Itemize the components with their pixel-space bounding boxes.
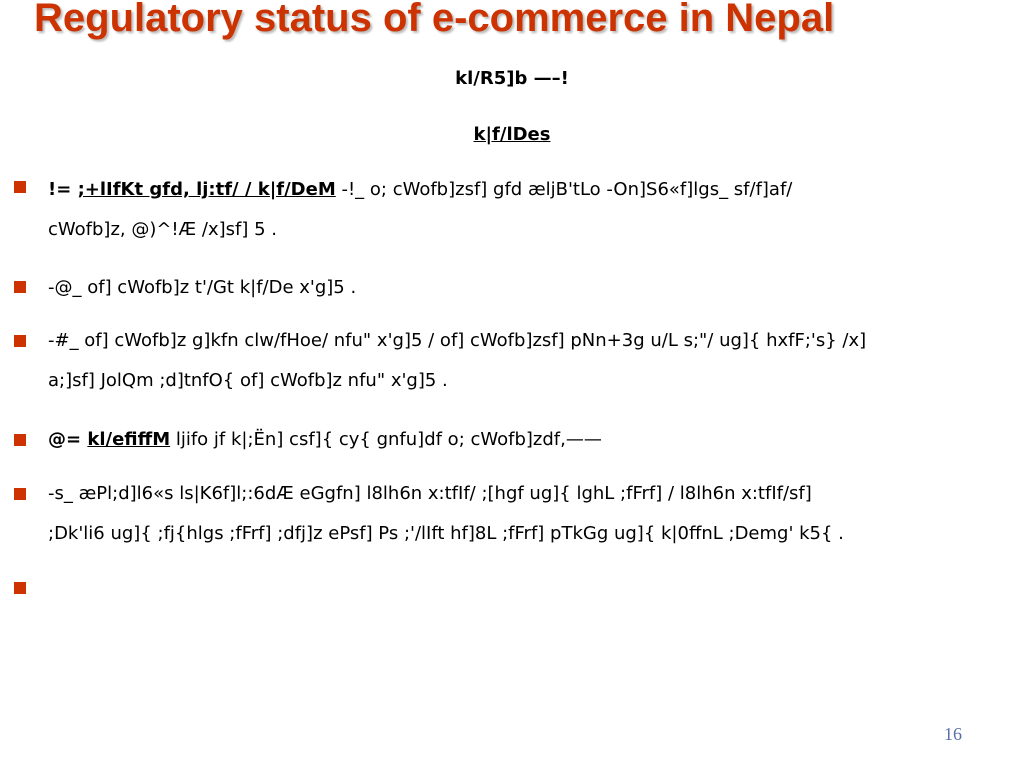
bullet-1-line1: -!_ o; cWofb]zsf] gfd æljB'tLo -On]S6«f]lgs_ sf/f]af/ xyxy=(335,179,793,200)
bullet-marker xyxy=(14,335,26,347)
bullet-paragraph-5 xyxy=(48,474,1008,554)
bullet-marker xyxy=(14,582,26,594)
bullet-marker xyxy=(14,434,26,446)
bullet-paragraph-1 xyxy=(48,170,1008,250)
bullet-5-line2: ;Dk'li6 ug]{ ;fj{hlgs ;fFrf] ;dfj]z ePsf] Ps ;'/lIft hf]8L ;fFrf] pTkGg ug]{ k|0ffnL ;Demg' k5{ . xyxy=(48,523,844,544)
bullet-marker xyxy=(14,181,26,193)
bullet-paragraph-2 xyxy=(48,268,1008,308)
bullet-3-line2: a;]sf] JolQm ;d]tnfO{ of] cWofb]z nfu" x'g]5 . xyxy=(48,370,448,391)
bullet-4-emphasis: kl/efiffM xyxy=(87,429,171,450)
bullet-5-line1: -s_ æPl;d]l6«s ls|K6f]l;:6dÆ eGgfn] l8lh6n x:tfIf/ ;[hgf ug]{ lghL ;fFrf] / l8lh6n x:tfIf/sf] xyxy=(48,483,812,504)
bullet-4-line1: ljifo jf k|;Ën] csf]{ cy{ gnfu]df o; cWofb]zdf,—— xyxy=(170,429,602,450)
slide-subheading xyxy=(0,124,1024,145)
slide-title: Regulatory status of e-commerce in Nepal xyxy=(34,0,835,40)
bullet-paragraph-4 xyxy=(48,420,1008,460)
bullet-2-line1: -@_ of] cWofb]z t'/Gt k|f/De x'g]5 . xyxy=(48,277,357,298)
bullet-marker xyxy=(14,281,26,293)
bullet-1-prefix: != xyxy=(48,179,78,200)
page-number: 16 xyxy=(944,724,962,744)
bullet-1-line2: cWofb]z, @)^!Æ /x]sf] 5 . xyxy=(48,219,277,240)
bullet-marker xyxy=(14,488,26,500)
bullet-paragraph-3 xyxy=(48,321,1008,401)
slide-heading: kl/R5]b —–! xyxy=(455,68,569,89)
bullet-3-line1: -#_ of] cWofb]z g]kfn clw/fHoe/ nfu" x'g]5 / of] cWofb]zsf] pNn+3g u/L s;"/ ug]{ hxfF;'s} /x] xyxy=(48,330,867,351)
bullet-4-prefix: @= xyxy=(48,429,88,450)
slide-subheading-text: k|f/lDes xyxy=(473,124,551,145)
bullet-1-emphasis: ;+lIfKt gfd, lj:tf/ / k|f/DeM xyxy=(77,179,336,200)
